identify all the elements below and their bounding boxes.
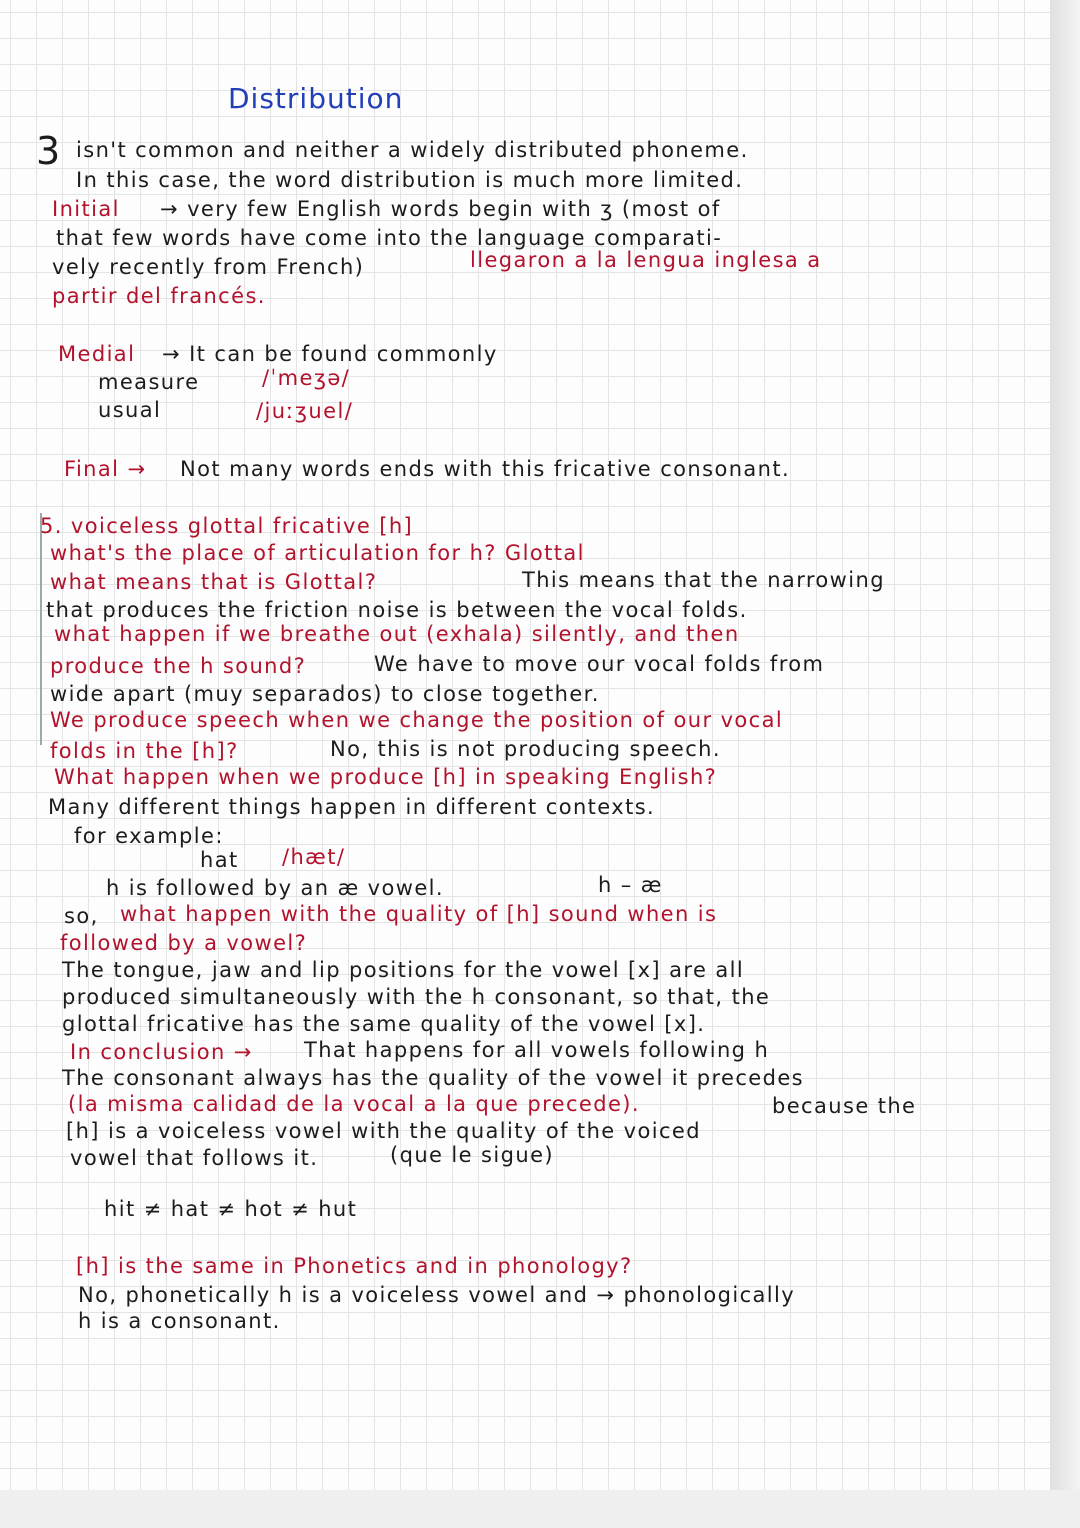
text-line: because the xyxy=(772,1094,917,1118)
example-word: measure xyxy=(98,370,200,394)
question-line: what means that is Glottal? xyxy=(50,570,378,594)
initial-label: Initial xyxy=(52,197,120,221)
text-line: vowel that follows it. xyxy=(70,1146,319,1170)
text-line: vely recently from French) xyxy=(52,255,365,279)
medial-label: Medial xyxy=(58,342,136,366)
example-word: hat xyxy=(200,848,239,872)
text-line: That happens for all vowels following h xyxy=(304,1038,770,1062)
question-line: what happen if we breathe out (exhala) silently, and then xyxy=(54,622,740,646)
question-line: We produce speech when we change the position of our vocal xyxy=(50,708,784,732)
text-line: h – æ xyxy=(598,873,663,897)
question-line: produce the h sound? xyxy=(50,654,307,678)
text-line: The tongue, jaw and lip positions for the vowel [x] are all xyxy=(62,958,745,982)
text-line: so, xyxy=(64,904,99,928)
text-line: h is followed by an æ vowel. xyxy=(106,876,444,900)
text-line: In this case, the word distribution is much more limited. xyxy=(76,168,744,192)
question-line: folds in the [h]? xyxy=(50,739,239,763)
spanish-translation: partir del francés. xyxy=(52,284,266,308)
ipa-transcription: /ˈmeʒə/ xyxy=(262,366,351,390)
text-line: glottal fricative has the same quality of the vowel [x]. xyxy=(62,1012,706,1036)
question-line: what happen with the quality of [h] sound when is xyxy=(120,902,718,926)
final-label: Final → xyxy=(64,457,147,481)
text-line: → It can be found commonly xyxy=(162,342,498,366)
example-word: usual xyxy=(98,398,162,422)
minimal-pairs: hit ≠ hat ≠ hot ≠ hut xyxy=(104,1197,358,1221)
section-heading: 5. voiceless glottal fricative [h] xyxy=(40,514,414,538)
spanish-translation: (la misma calidad de la vocal a la que precede). xyxy=(68,1092,640,1116)
text-line: No, this is not producing speech. xyxy=(330,737,721,761)
page-bottom xyxy=(0,1490,1080,1528)
text-line: → very few English words begin with ʒ (most of xyxy=(160,197,721,221)
question-line: followed by a vowel? xyxy=(60,931,308,955)
page-edge xyxy=(1050,0,1080,1528)
ipa-transcription: /juːʒuel/ xyxy=(256,399,354,423)
text-line: [h] is a voiceless vowel with the quality of the voiced xyxy=(66,1119,701,1143)
conclusion-label: In conclusion → xyxy=(70,1040,253,1064)
question-line: what's the place of articulation for h? Glottal xyxy=(50,541,585,565)
text-line: that produces the friction noise is between the vocal folds. xyxy=(46,598,748,622)
ipa-transcription: /hæt/ xyxy=(282,845,346,869)
text-line: No, phonetically h is a voiceless vowel and → phonologically xyxy=(78,1283,796,1307)
question-line: What happen when we produce [h] in speaking English? xyxy=(54,765,718,789)
text-line: Many different things happen in different contexts. xyxy=(48,795,656,819)
text-line: that few words have come into the language comparati- xyxy=(56,226,723,250)
margin-bracket xyxy=(40,513,42,745)
text-line: produced simultaneously with the h consonant, so that, the xyxy=(62,985,771,1009)
spanish-translation: llegaron a la lengua inglesa a xyxy=(470,248,822,272)
text-line: (que le sigue) xyxy=(390,1143,554,1167)
text-line: We have to move our vocal folds from xyxy=(374,652,825,676)
text-line: The consonant always has the quality of the vowel it precedes xyxy=(62,1066,805,1090)
page-title: Distribution xyxy=(228,82,404,115)
section-number: 3 xyxy=(36,129,62,173)
text-line: Not many words ends with this fricative consonant. xyxy=(180,457,791,481)
text-line: h is a consonant. xyxy=(78,1309,281,1333)
text-line: for example: xyxy=(74,824,224,848)
question-line: [h] is the same in Phonetics and in phonology? xyxy=(76,1254,633,1278)
text-line: isn't common and neither a widely distributed phoneme. xyxy=(76,138,749,162)
text-line: This means that the narrowing xyxy=(522,568,885,592)
text-line: wide apart (muy separados) to close together. xyxy=(50,682,600,706)
